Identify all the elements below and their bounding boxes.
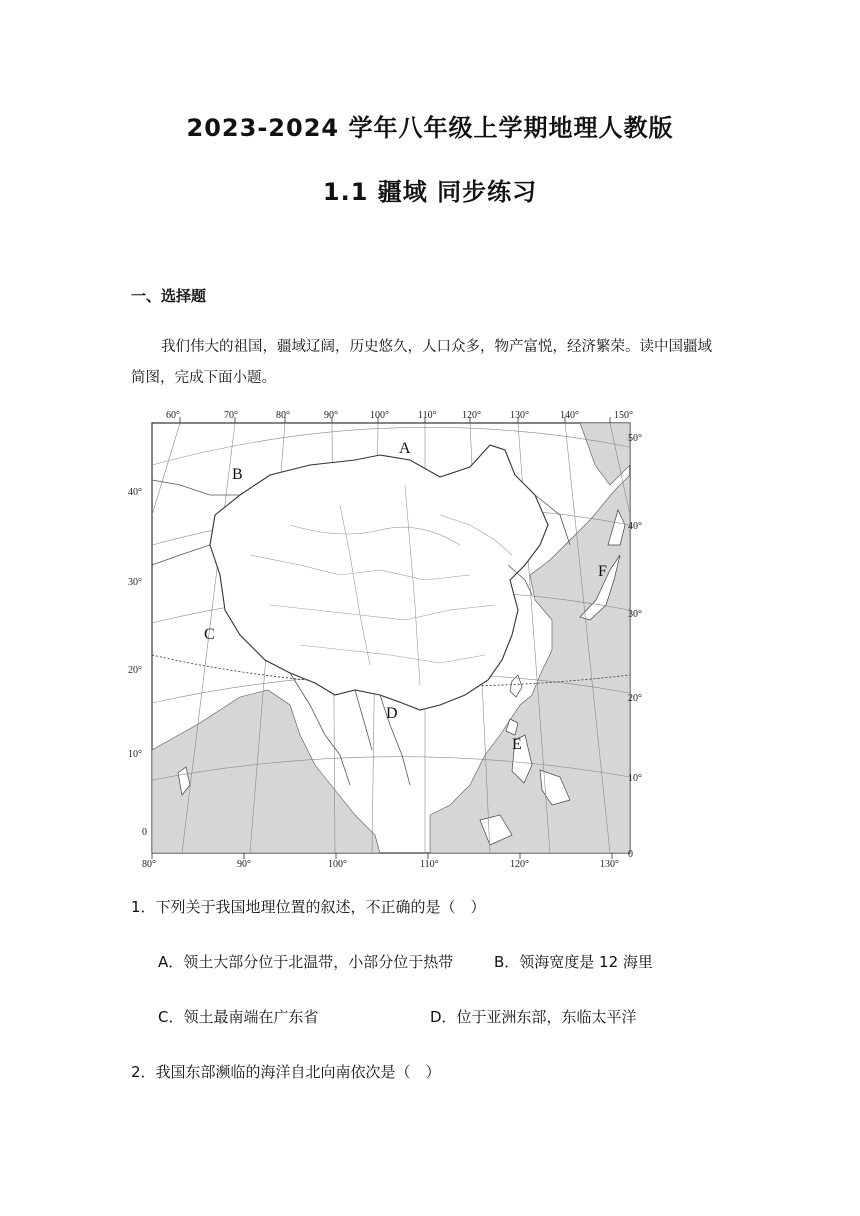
region-label-a: A [399,440,411,457]
lon-label-top: 110° [418,410,437,421]
lon-label-top: 90° [324,410,338,421]
lon-label-bottom: 100° [328,859,347,870]
section-heading: 一、选择题 [131,287,207,305]
question-1-option-b[interactable]: B．领海宽度是 12 海里 [494,953,653,971]
lon-label-bottom: 120° [510,859,529,870]
lon-label-bottom: 110° [420,859,439,870]
region-label-e: E [512,736,522,753]
question-1-option-c[interactable]: C．领土最南端在广东省 [158,1008,319,1026]
lon-label-bottom: 80° [142,859,156,870]
lon-label-top: 140° [560,410,579,421]
lon-label-top: 130° [510,410,529,421]
question-1-stem: 1．下列关于我国地理位置的叙述，不正确的是（ ） [131,898,486,916]
lon-label-bottom: 130° [600,859,619,870]
lat-label-left: 30° [128,577,142,588]
intro-text: 我们伟大的祖国，疆域辽阔，历史悠久，人口众多，物产富悦，经济繁荣。读中国疆域简图，完成下面小题。 [131,339,712,386]
question-1-option-a[interactable]: A．领土大部分位于北温带，小部分位于热带 [158,953,454,971]
lat-label-right: 40° [628,521,642,532]
lat-label-right: 20° [628,693,642,704]
document-title: 2023-2024 学年八年级上学期地理人教版 [186,114,674,142]
lon-label-top: 80° [276,410,290,421]
lon-label-top: 60° [166,410,180,421]
china-territory-map [128,405,642,870]
lat-label-left: 20° [128,665,142,676]
lon-label-top: 70° [224,410,238,421]
lon-label-top: 150° [614,410,633,421]
lon-label-top: 120° [462,410,481,421]
lat-label-right: 0 [628,849,633,860]
lat-label-right: 10° [628,773,642,784]
intro-paragraph [131,332,726,394]
lat-label-left: 40° [128,487,142,498]
question-1-option-d[interactable]: D．位于亚洲东部，东临太平洋 [430,1008,637,1026]
region-label-d: D [386,705,398,722]
lat-label-right: 50° [628,433,642,444]
lat-label-left: 0 [142,827,147,838]
lon-label-top: 100° [370,410,389,421]
lon-label-bottom: 90° [237,859,251,870]
region-label-f: F [598,563,607,580]
lat-label-right: 30° [628,609,642,620]
document-subtitle: 1.1 疆域 同步练习 [322,178,538,206]
question-2-stem: 2．我国东部濒临的海洋自北向南依次是（ ） [131,1063,441,1081]
region-label-b: B [232,466,243,483]
region-label-c: C [204,626,215,643]
lat-label-left: 10° [128,749,142,760]
